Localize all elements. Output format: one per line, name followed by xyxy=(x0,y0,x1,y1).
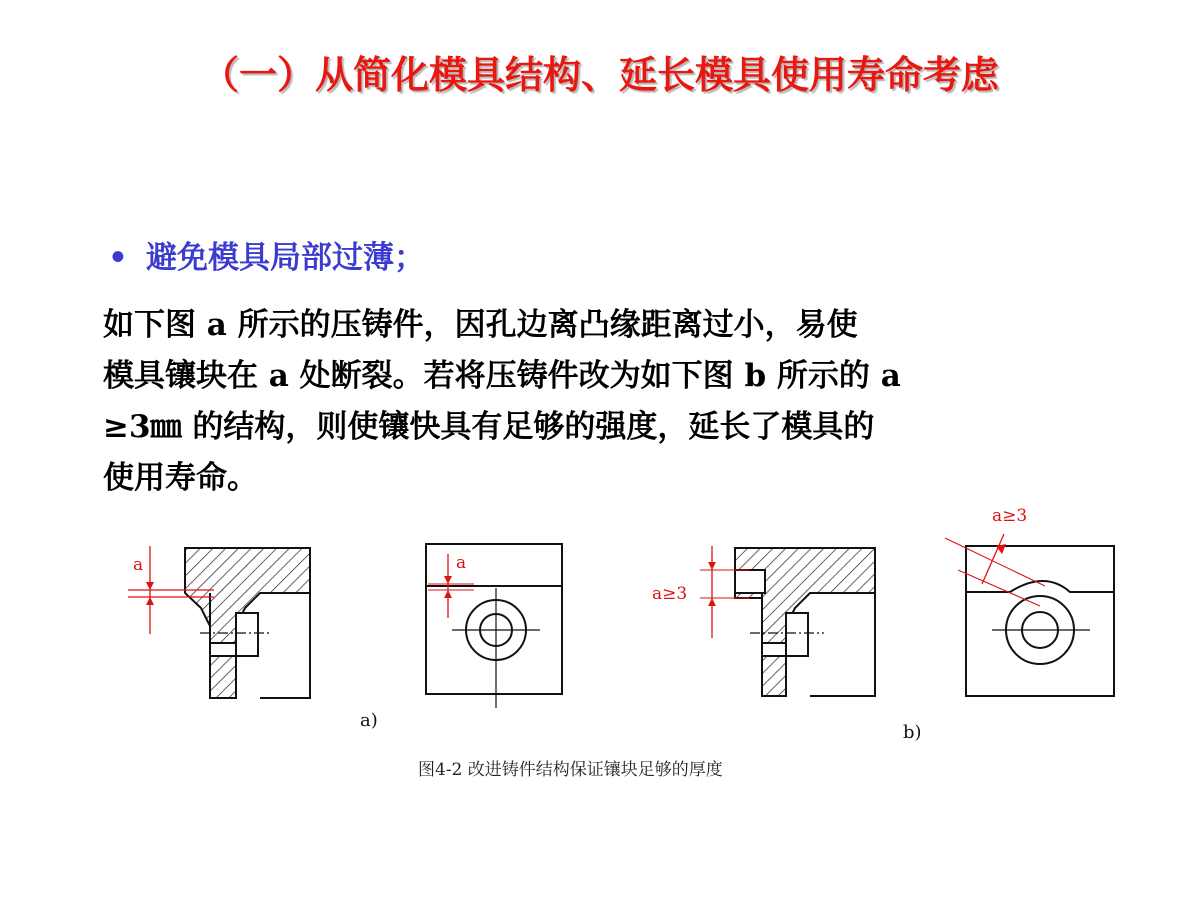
top-view-a xyxy=(426,544,562,708)
dim-label-b2: a≥3 xyxy=(992,506,1028,526)
bullet-text: 避免模具局部过薄； xyxy=(146,240,425,276)
slide-title: （一）从简化模具结构、延长模具使用寿命考虑 xyxy=(200,53,999,97)
figure-caption: 图4-2 改进铸件结构保证镶块足够的厚度 xyxy=(418,760,723,780)
paragraph-line: 如下图 a 所示的压铸件，因孔边离凸缘距离过小，易使 xyxy=(103,307,858,343)
body-paragraph xyxy=(103,300,1103,504)
section-view-a xyxy=(185,548,310,698)
bullet-item xyxy=(108,232,425,277)
dim-label-b1: a≥3 xyxy=(652,584,688,604)
dim-label-a2: a xyxy=(456,553,467,573)
section-view-b xyxy=(735,548,875,696)
paragraph-line: 使用寿命。 xyxy=(103,460,258,496)
figure-label-a: a) xyxy=(360,710,378,731)
casting-figure xyxy=(110,498,1130,798)
paragraph-line: 模具镶块在 a 处断裂。若将压铸件改为如下图 b 所示的 a xyxy=(103,358,901,394)
bullet-marker: • xyxy=(108,240,128,276)
figure-label-b: b) xyxy=(903,722,922,743)
paragraph-line: ≥3㎜ 的结构，则使镶快具有足够的强度，延长了模具的 xyxy=(103,409,875,445)
dim-label-a1: a xyxy=(133,555,144,575)
